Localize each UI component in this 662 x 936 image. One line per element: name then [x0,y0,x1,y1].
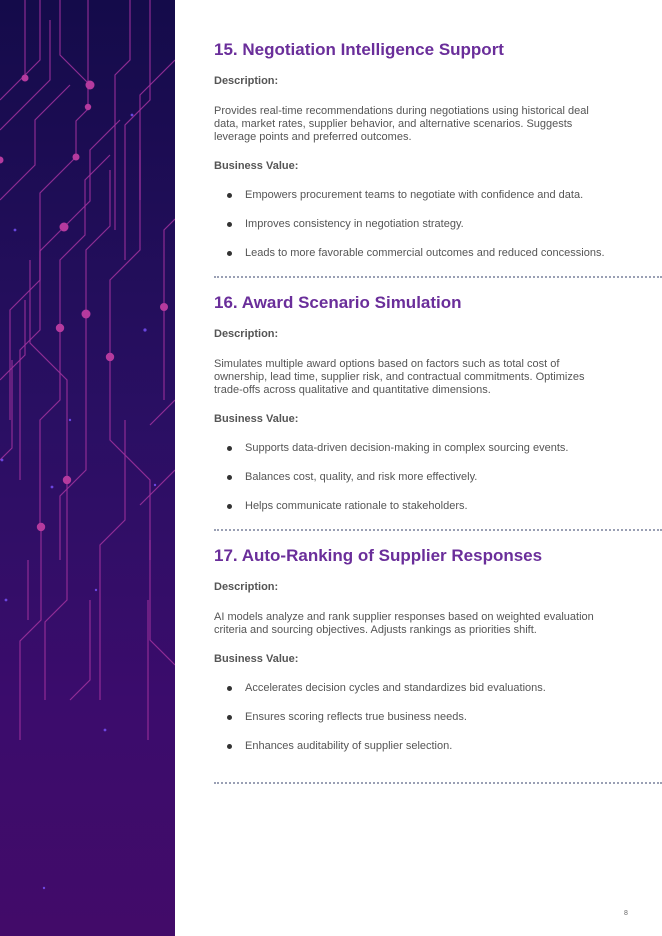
bullet-icon [227,475,232,480]
description-label: Description: [214,328,279,340]
list-item-text: Improves consistency in negotiation strategy. [245,218,464,230]
section-divider [214,529,662,531]
decorative-sidebar [0,0,175,936]
business-value-label: Business Value: [214,160,299,172]
bullet-icon [227,222,232,227]
list-item [214,682,546,695]
circuit-pattern-graphic [0,0,175,936]
list-item [214,740,452,753]
description-text: Provides real-time recommendations during negotiations using historical deal data, market rates, supplier behavior, and alternative scenarios. Suggests leverage points and preferred outcomes. [214,105,589,143]
bullet-icon [227,744,232,749]
description-label: Description: [214,581,279,593]
list-item [214,442,568,455]
business-value-label: Business Value: [214,413,299,425]
bullet-icon [227,251,232,256]
list-item-text: Leads to more favorable commercial outcomes and reduced concessions. [245,247,605,259]
description-label: Description: [214,75,279,87]
description-text: Simulates multiple award options based on factors such as total cost of ownership, lead time, supplier risk, and contractual commitments. Optimizes trade-offs across qualitative and quantitative dimensions. [214,358,585,396]
section-title: 17. Auto-Ranking of Supplier Responses [214,546,543,565]
list-item-text: Accelerates decision cycles and standardizes bid evaluations. [245,682,546,694]
list-item [214,218,464,231]
list-item-text: Enhances auditability of supplier selection. [245,740,453,752]
list-item-text: Helps communicate rationale to stakeholders. [245,500,468,512]
section-title: 15. Negotiation Intelligence Support [214,40,504,59]
bullet-icon [227,504,232,509]
bullet-icon [227,715,232,720]
list-item-text: Balances cost, quality, and risk more effectively. [245,471,478,483]
business-value-label: Business Value: [214,653,299,665]
list-item [214,711,467,724]
section-divider [214,782,662,784]
section-title: 16. Award Scenario Simulation [214,293,462,312]
bullet-icon [227,686,232,691]
list-item [214,500,468,513]
list-item-text: Empowers procurement teams to negotiate with confidence and data. [245,189,584,201]
list-item [214,247,605,260]
section-divider [214,276,662,278]
description-text: AI models analyze and rank supplier responses based on weighted evaluation criteria and sourcing objectives. Adjusts rankings as priorities shift. [214,611,594,636]
list-item [214,471,477,484]
list-item-text: Supports data-driven decision-making in complex sourcing events. [245,442,569,454]
list-item-text: Ensures scoring reflects true business needs. [245,711,467,723]
bullet-icon [227,193,232,198]
bullet-icon [227,446,232,451]
list-item [214,189,583,202]
page-number: 8 [624,910,628,917]
